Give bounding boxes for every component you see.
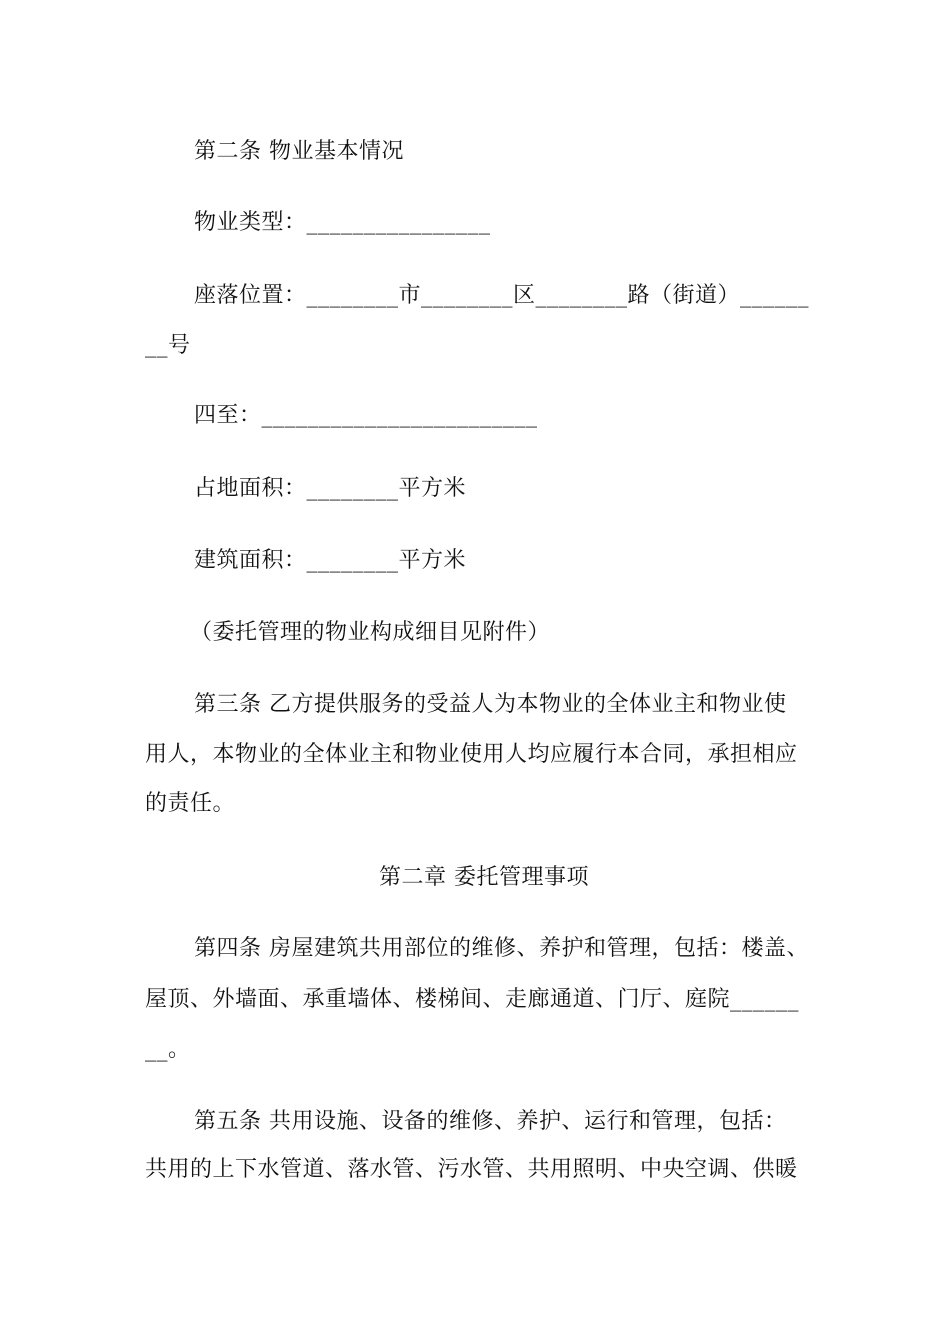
article-4-line-3: __。 bbox=[145, 1037, 191, 1062]
chapter-2-title: 第二章 委托管理事项 bbox=[379, 865, 589, 890]
article-4-line-1: 第四条 房屋建筑共用部位的维修、养护和管理，包括：楼盖、 bbox=[194, 936, 809, 961]
article-5-line-2: 共用的上下水管道、落水管、污水管、共用照明、中央空调、供暖 bbox=[145, 1157, 798, 1182]
article-4-line-2: 屋顶、外墙面、承重墙体、楼梯间、走廊通道、门厅、庭院______ bbox=[145, 987, 800, 1012]
building-area-field: 建筑面积：________平方米 bbox=[194, 548, 467, 573]
location-field-line-1: 座落位置：________市________区________路（街道）______ bbox=[194, 283, 810, 308]
boundaries-field: 四至：________________________ bbox=[194, 403, 538, 428]
property-type-field: 物业类型：________________ bbox=[194, 210, 491, 235]
annex-note: （委托管理的物业构成细目见附件） bbox=[190, 620, 551, 645]
article-2-title: 第二条 物业基本情况 bbox=[194, 139, 404, 164]
article-3-line-2: 用人，本物业的全体业主和物业使用人均应履行本合同，承担相应 bbox=[145, 742, 798, 767]
article-3-line-1: 第三条 乙方提供服务的受益人为本物业的全体业主和物业使 bbox=[194, 692, 787, 717]
article-5-line-1: 第五条 共用设施、设备的维修、养护、运行和管理，包括： bbox=[194, 1109, 787, 1134]
land-area-field: 占地面积：________平方米 bbox=[194, 476, 467, 501]
article-3-line-3: 的责任。 bbox=[145, 791, 236, 816]
location-field-line-2: __号 bbox=[145, 333, 191, 358]
